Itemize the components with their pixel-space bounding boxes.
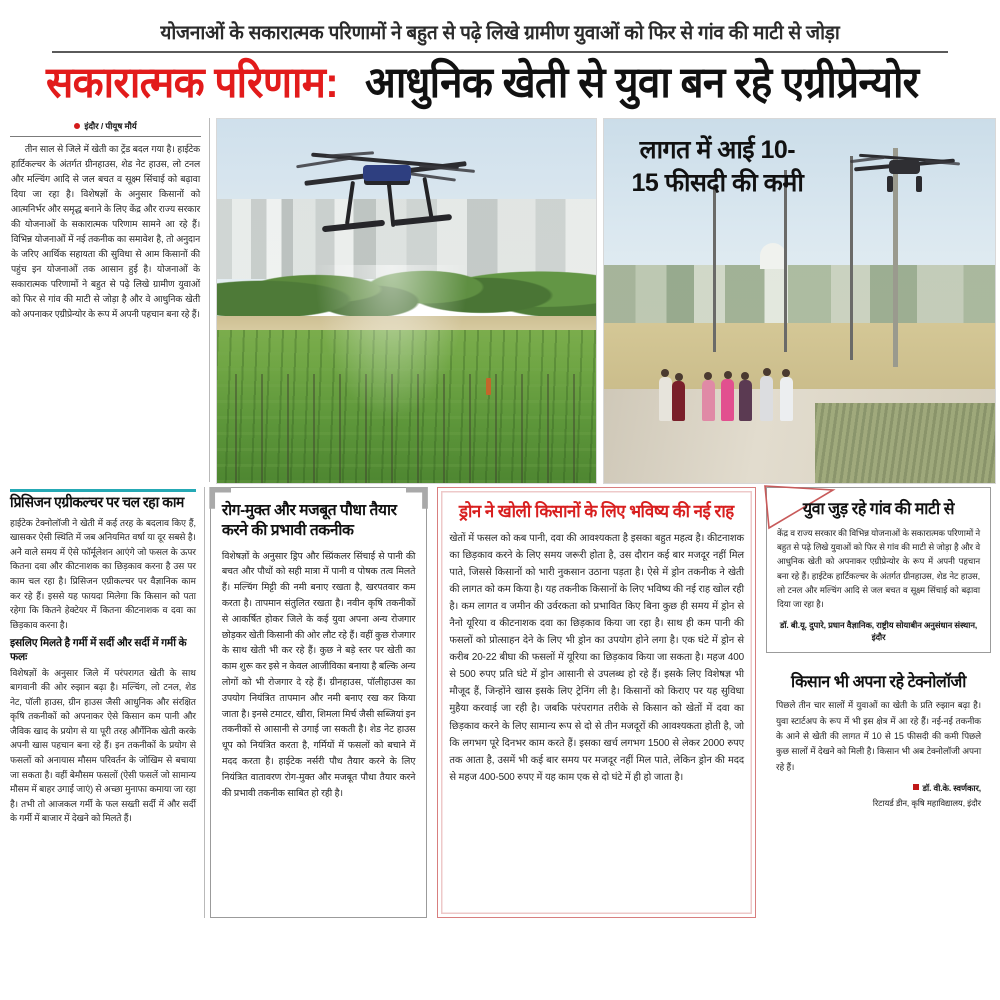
story-box-tech-quote: [766, 661, 991, 817]
photo-background-village: [604, 265, 995, 323]
box-heading-plant-technique: रोग-मुक्त और मजबूत पौधा तैयार करने की प्रभावी तकनीक: [221, 502, 397, 540]
box-body-tech: पिछले तीन चार सालों में युवाओं का खेती के प्रति रुझान बढ़ा है। युवा स्टार्टअप के रूप में भी इस क्षेत्र में आ रहे हैं। नई-नई तकनीक के आने से खेती की लागत में 10 से 15 फीसदी की कमी पिछले कुछ सालों में देखने को मिली है। किसान भी अब टेक्नोलॉजी अपना रहे हैं।: [776, 700, 981, 772]
box-body-youth: केंद्र व राज्य सरकार की विभिन्न योजनाओं के सकारात्मक परिणामों ने बहुत से पढ़े लिखे युवाओं को फिर से गांव की माटी से जोड़ा है और वे आधुनिक खेती को अपनाकर एग्रीप्रेन्योर के रूप में अपनी पहचान बना रहे हैं। हाईटेक हार्टिकल्चर के अंतर्गत ग्रीनहाउस, शेड नेट हाउस, लो टनल और मल्चिंग आदि से जल बचत व सूक्ष्म सिंचाई को बढ़ावा दिया जा रहा है।: [777, 527, 981, 610]
headline-red-segment: सकारात्मक परिणाम:: [45, 59, 338, 108]
photo-person: [702, 380, 715, 421]
photo-person: [659, 377, 672, 421]
byline-text: इंदौर / पीयूष मौर्य: [84, 121, 137, 132]
box-attribution-youth: डॉ. बी.यू. दुपारे, प्रधान वैज्ञानिक, राष्ट्रीय सोयाबीन अनुसंधान संस्थान, इंदौर: [779, 619, 978, 643]
column-one-body-1: हाईटेक टेक्नोलॉजी ने खेती में कई तरह के बदलाव किए हैं, खासकर ऐसी स्थिति में जब अनियमित वर्षा या दूर सबसे है। अनेे वाले समय में ऐसे फॉर्मूलेशन आएंगे जो फसल के ऊपर कितना दवा और कीटनाशक का छिड़काव करना है उस पर काम चल रहा है। प्रिसिजन एग्रीकल्चर पर वैज्ञानिक काम कर रहे हैं। इससे यह फायदा मिलेगा कि किसान को पता रहेगा कि कितने हेक्टेयर में कितना कीटनाशक व दवा का छिड़काव करना है।: [10, 517, 196, 630]
box-attribution-tech-role: रिटायर्ड डीन, कृषि महाविद्यालय, इंदौर: [872, 797, 981, 808]
lead-column: [4, 118, 210, 482]
bullet-icon: [74, 123, 80, 129]
box-heading-youth: युवा जुड़ रहे गांव की माटी से: [802, 500, 955, 519]
photo-person: [739, 380, 752, 421]
box-heading-drone: ड्रोन ने खोली किसानों के लिए भविष्य की नई राह: [459, 501, 735, 522]
photo-field-marker: [486, 378, 491, 395]
byline-divider: [10, 136, 201, 137]
box-body-plant-technique: विशेषज्ञों के अनुसार ड्रिप और स्प्रिंकलर सिंचाई से पानी की बचत और पौधों को सही मात्रा में पानी व पोषक तत्व मिलते हैं। मल्चिंग मिट्टी की नमी बनाए रखता है, खरपतवार कम करता है। तापमान संतुलित रखता है। नवीन कृषि तकनीकों से आकर्षित होकर जिले के कई युवा अपना अन्य रोजगार छोड़कर खेती किसानी की ओर लौट रहे हैं। वहीं कुछ रोजगार के साथ खेती भी कर रहे हैं। कुछ ने बड़े स्तर पर खेती का काम शुरू कर इसे न केवल आजीविका बनाया है बल्कि अन्य लोगों को भी रोजगार दे रहे हैं। ग्रीनहाउस, पॉलीहाउस का उपयोग नियंत्रित तापमान और नमी बनाए रख कर किया जाता है। इनसे टमाटर, खीरा, शिमला मिर्च जैसी सब्जियां इन तकनीकों से आसानी से उगाई जा सकती है। शेड नेट हाउस धूप को नियंत्रित करता है, गर्मियों में फसलों को बचाने में मदद करता है। हाईटेक नर्सरी पौध तैयार करने के लिए नियंत्रित वातावरण रोग-मुक्त और मजबूत पौधा तैयार करने की प्रभावी तकनीक साबित हो रही है।: [221, 549, 416, 798]
box-body-drone: खेतों में फसल को कब पानी, दवा की आवश्यकता है इसका बहुत महत्व है। कीटनाशक का छिड़काव करने के लिए समय जरूरी होता है, उस दौरान कई बार मजदूर नहीं मिल पाते, जिससे किसानों को भारी नुकसान उठाना पड़ता है। ऐसे में ड्रोन तकनीक ने खेती की लागत को कम किया है। यह तकनीक किसानों के लिए भविष्य की नई राह खोल रही है। कम लागत व जमीन की उर्वरकता को प्रभावित किए बिना कुछ ही समय में ड्रोन से नैनो यूरिया व कीटनाशक दवा का छिड़काव किया जा रहा है। साथ ही कम पानी की फसलों को प्रोत्साहन देने के लिए भी ड्रोन का उपयोग होने लगा है। एक घंटे में ड्रोन से करीब 20-22 बीघा की फसलों में यूरिया का छिड़काव किया जा सकता है। महज 400 से 500 रुपए प्रति घंटे में ड्रोन आसानी से उपलब्ध हो रहे हैं। इसके लिए विशेषज्ञ भी मौजूद हैं, जिन्होंने खास इसके लिए ट्रेनिंग ली है। किसानों को किराए पर यह सुविधा मुहैया करवाई जा रही है। जबकि परंपरागत तरीके से किसान को खेतों में दवा का छिड़काव करने के लिए सामान्य रूप से दो से तीन मजदूरों की आवश्यकता होती है, जो कि लगभग पूरे दिनभर काम करते हैं। इसका खर्च लगभग 1500 से लेकर 2000 रुपए तक आता है, उसमें भी कई बार समय पर मजदूर नहीं मिल पाते, लेकिन ड्रोन की मदद से महज 400-500 रुपए में यह काम एक से दो घंटे में ही हो जाता है।: [449, 533, 744, 783]
photo-strip: [210, 118, 996, 482]
spray-mist: [316, 265, 468, 418]
kicker-headline: योजनाओं के सकारात्मक परिणामों ने बहुत से पढ़े लिखे ग्रामीण युवाओं को फिर से गांव की माटी से जोड़ा: [160, 22, 840, 44]
story-box-youth-quote: [766, 487, 991, 652]
red-square-icon: [913, 784, 919, 790]
quote-box-stack: [761, 487, 996, 918]
lead-paragraph: तीन साल से जिले में खेती का ट्रेंड बदल गया है। हाईटेक हार्टिकल्चर के अंतर्गत ग्रीनहाउस, शेड नेट हाउस, लो टनल और मल्चिंग आदि से जल बचत व सूक्ष्म सिंचाई को बढ़ावा दिया जा रहा है। विशेषज्ञों के अनुसार किसानों को आत्मनिर्भर और समृद्ध बनाने के लिए केंद्र और राज्य सरकार की योजनाओं के सकारात्मक परिणाम सामने आ रहे हैं। विभिन्न योजनाओं में नई तकनीक का समावेश है, तो अनुदान के जरिए आर्थिक सहायता की सुविधा से आम किसानों की पहुंच इन योजनाओं तक आसान हुई है। योजनाओं के सकारात्मक परिणामों ने बहुत से पढ़े लिखे ग्रामीण युवाओं को फिर से गांव की माटी से जोड़ा है और वे आधुनिक खेती को अपनाकर एग्रीप्रेन्योर के रूप में अपनी पहचान बना रहे हैं।: [10, 144, 201, 320]
top-section: [0, 110, 1000, 482]
subhead-seasonal-fruits: इसलिए मिलते है गर्मी में सर्दी और सर्दी में गर्मी के फलः: [10, 637, 187, 663]
section-accent-rule: [10, 489, 196, 492]
subhead-precision-agriculture: प्रिसिजन एग्रीकल्चर पर चल रहा काम: [10, 495, 184, 512]
photo-drone-field: [216, 118, 597, 484]
photo-person: [780, 377, 793, 421]
photo-person: [721, 379, 734, 421]
attribution-name-text: डॉ. वी.के. स्वर्णकार,: [922, 782, 981, 793]
headline-black-segment: आधुनिक खेती से युवा बन रहे एग्रीप्रेन्योर: [365, 59, 919, 108]
photo-utility-pole: [713, 185, 716, 352]
drone-icon: [293, 141, 478, 241]
page-title: [0, 53, 1000, 110]
photo-person: [672, 381, 685, 421]
photo-farmers-watching: [603, 118, 996, 484]
story-box-drone: [437, 487, 756, 918]
column-one-body-2: विशेषज्ञों के अनुसार जिले में परंपरागत खेती के साथ बागवानी की ओर रुझान बढ़ा है। मल्चिंग, लो टनल, शेड नेट, पॉली हाउस, ग्रीन हाउस जैसी आधुनिक और संरक्षित कृषि तकनीकों को अपनाकर ऐसे किसान कम पानी और जैविक खाद के प्रयोग से या पूरी तरह और्गेनिक खेती करके अपनी खास पहचान बना रहे हैं। इन तकनीकों के प्रयोग से फसलों को अनायास मौसम परिवर्तन के जोखिम से बचाया जा सकता है। वहीं बेमौसम फसलों (ऐसी फसलें जो सामान्य मौसम में बाहर उगाई जाएं) से अच्छा मुनाफा कमाया जा रहा है। तभी तो आजकल गर्मी के फल सख्ती सर्दी में और सर्दी के गर्मी में बाजार में देखने को मिलते हैं।: [10, 667, 196, 824]
box-attribution-tech-name: [776, 782, 981, 795]
kicker-block: [0, 0, 1000, 53]
story-box-plant-technique: [210, 487, 428, 918]
photo-temple-dome: [760, 243, 786, 269]
bottom-section: [0, 482, 1000, 924]
box-heading-tech: किसान भी अपना रहे टेक्नोलॉजी: [791, 672, 966, 691]
photo-caption: लागत में आई 10-15 फीसदी की कमी: [631, 135, 804, 197]
byline: [10, 118, 201, 136]
column-one-continued: [4, 487, 205, 918]
drone-icon: [850, 145, 960, 197]
photo-person: [760, 376, 773, 421]
photo-roadside-grass: [815, 403, 995, 483]
